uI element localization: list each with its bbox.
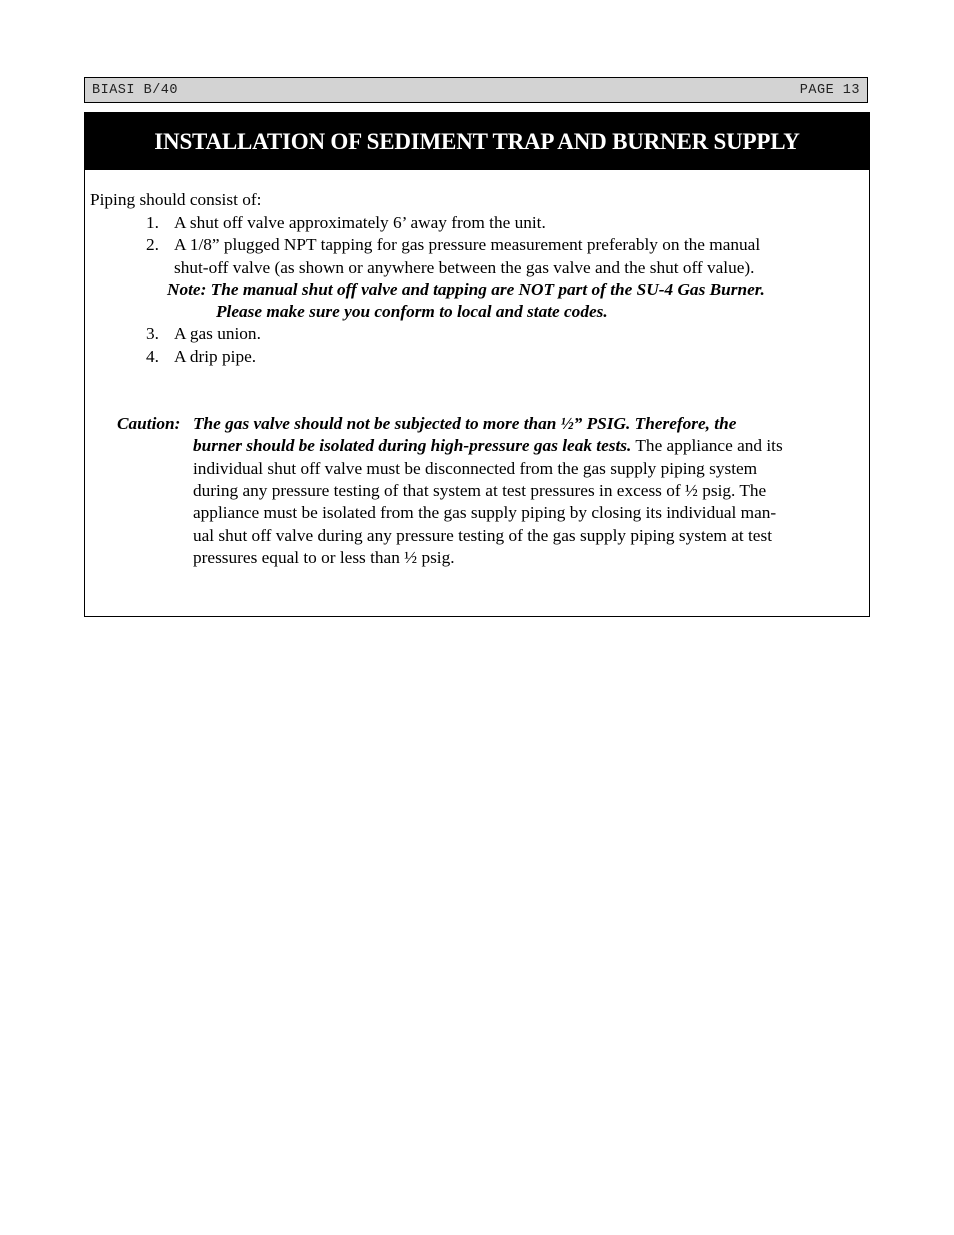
page-number: PAGE 13 [799, 83, 860, 98]
caution-text: during any pressure testing of that system at test pressures in excess of ½ psig. The [193, 481, 767, 500]
caution-bold-text: burner should be isolated during high-pressure gas leak tests. [193, 436, 632, 455]
list-item-text: A drip pipe. [174, 347, 257, 366]
list-item-text: A gas union. [174, 324, 261, 343]
list-item-text: A 1/8” plugged NPT tapping for gas pressure measurement preferably on the manual [174, 235, 761, 254]
note-line: Note: The manual shut off valve and tapping are NOT part of the SU-4 Gas Burner. [167, 280, 765, 299]
caution-label: Caution: [117, 414, 181, 433]
intro-text: Piping should consist of: [90, 190, 262, 209]
list-item-text: A shut off valve approximately 6’ away from the unit. [174, 213, 546, 232]
note-line: Please make sure you conform to local and state codes. [216, 302, 608, 321]
caution-line [193, 435, 783, 458]
list-item-text: shut-off valve (as shown or anywhere between the gas valve and the shut off value). [174, 258, 755, 277]
list-item-number: 2. [146, 235, 159, 254]
caution-text: ual shut off valve during any pressure testing of the gas supply piping system at test [193, 526, 772, 545]
caution-text: appliance must be isolated from the gas supply piping by closing its individual man- [193, 503, 777, 522]
list-item-number: 1. [146, 213, 159, 232]
section-title: INSTALLATION OF SEDIMENT TRAP AND BURNER SUPPLY [85, 113, 869, 170]
list-item-number: 3. [146, 324, 159, 343]
caution-text: The appliance and its [631, 436, 783, 455]
caution-bold-text: The gas valve should not be subjected to more than ½” PSIG. Therefore, the [193, 414, 737, 433]
list-item-number: 4. [146, 347, 159, 366]
caution-text: pressures equal to or less than ½ psig. [193, 548, 455, 567]
caution-text: individual shut off valve must be disconnected from the gas supply piping system [193, 459, 758, 478]
page-header [84, 77, 868, 103]
document-title: BIASI B/40 [92, 83, 179, 98]
